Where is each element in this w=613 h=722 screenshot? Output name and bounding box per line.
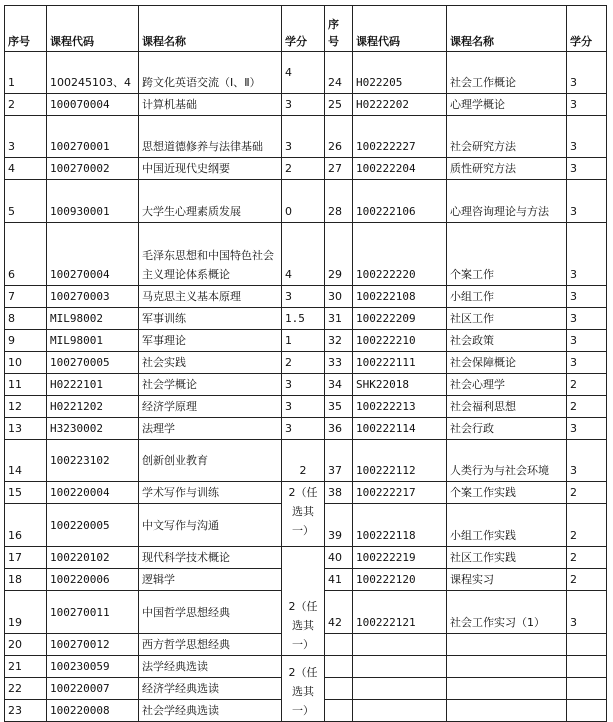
name-cell: 心理学概论 — [447, 94, 567, 116]
name-cell: 小组工作 — [447, 286, 567, 308]
name-cell: 社会工作实习（1） — [447, 591, 567, 634]
name-cell: 社会心理学 — [447, 374, 567, 396]
code-cell: 100222204 — [353, 158, 447, 180]
name-cell: 西方哲学思想经典 — [139, 634, 282, 656]
seq-cell: 38 — [325, 482, 353, 504]
code-cell: 100220007 — [47, 678, 139, 700]
seq-cell: 23 — [5, 700, 47, 722]
empty-cell — [567, 678, 607, 700]
table-row — [5, 396, 607, 418]
code-cell: H3230002 — [47, 418, 139, 440]
credit-cell: 3 — [567, 440, 607, 482]
seq-cell: 10 — [5, 352, 47, 374]
code-cell: 100220006 — [47, 569, 139, 591]
credit-cell: 2 — [282, 158, 325, 180]
header-name-right: 课程名称 — [447, 6, 567, 52]
name-cell: 军事理论 — [139, 330, 282, 352]
code-cell: 100222111 — [353, 352, 447, 374]
code-cell: 100222227 — [353, 116, 447, 158]
seq-cell: 9 — [5, 330, 47, 352]
code-cell: 100230059 — [47, 656, 139, 678]
seq-cell: 8 — [5, 308, 47, 330]
seq-cell: 2 — [5, 94, 47, 116]
seq-cell: 19 — [5, 591, 47, 634]
name-cell: 社会学概论 — [139, 374, 282, 396]
credit-cell: 3 — [282, 396, 325, 418]
seq-cell: 27 — [325, 158, 353, 180]
code-cell: 100222209 — [353, 308, 447, 330]
seq-cell: 42 — [325, 591, 353, 634]
seq-cell: 34 — [325, 374, 353, 396]
table-row — [5, 352, 607, 374]
seq-cell: 30 — [325, 286, 353, 308]
credit-cell: 3 — [567, 308, 607, 330]
empty-cell — [353, 678, 447, 700]
empty-cell — [567, 634, 607, 656]
table-row — [5, 330, 607, 352]
header-seq-right: 序号 — [325, 6, 353, 52]
table-row — [5, 223, 607, 286]
name-cell: 逻辑学 — [139, 569, 282, 591]
seq-cell: 16 — [5, 504, 47, 547]
code-cell: MIL98001 — [47, 330, 139, 352]
header-code: 课程代码 — [47, 6, 139, 52]
credit-cell: 3 — [567, 180, 607, 223]
seq-cell: 5 — [5, 180, 47, 223]
credit-cell: 2 — [567, 396, 607, 418]
credit-cell: 2 — [282, 352, 325, 374]
empty-cell — [353, 656, 447, 678]
code-cell: 100220102 — [47, 547, 139, 569]
code-cell: 100222106 — [353, 180, 447, 223]
name-cell: 人类行为与社会环境 — [447, 440, 567, 482]
code-cell: 100270003 — [47, 286, 139, 308]
seq-cell: 25 — [325, 94, 353, 116]
seq-cell: 12 — [5, 396, 47, 418]
table-row — [5, 440, 607, 482]
code-cell: 100245103、4 — [47, 52, 139, 94]
header-credit-right: 学分 — [567, 6, 607, 52]
credit-cell: 3 — [282, 418, 325, 440]
seq-cell: 41 — [325, 569, 353, 591]
empty-cell — [325, 700, 353, 722]
seq-cell: 22 — [5, 678, 47, 700]
name-cell: 法理学 — [139, 418, 282, 440]
name-cell: 学术写作与训练 — [139, 482, 282, 504]
header-seq: 序号 — [5, 6, 47, 52]
seq-cell: 28 — [325, 180, 353, 223]
seq-cell: 32 — [325, 330, 353, 352]
table-row — [5, 418, 607, 440]
name-cell: 个案工作 — [447, 223, 567, 286]
credit-cell: 3 — [567, 158, 607, 180]
seq-cell: 40 — [325, 547, 353, 569]
credit-cell: 1 — [282, 330, 325, 352]
name-cell: 个案工作实践 — [447, 482, 567, 504]
seq-cell: 4 — [5, 158, 47, 180]
empty-cell — [567, 656, 607, 678]
name-cell: 大学生心理素质发展 — [139, 180, 282, 223]
course-table — [4, 5, 607, 722]
name-cell: 思想道德修养与法律基础 — [139, 116, 282, 158]
name-cell: 社会研究方法 — [447, 116, 567, 158]
code-cell: 100070004 — [47, 94, 139, 116]
code-cell: 100222213 — [353, 396, 447, 418]
credit-cell: 3 — [567, 330, 607, 352]
name-cell: 社会政策 — [447, 330, 567, 352]
empty-cell — [325, 656, 353, 678]
table-row — [5, 52, 607, 94]
code-cell: H0221202 — [47, 396, 139, 418]
name-cell: 现代科学技术概论 — [139, 547, 282, 569]
empty-cell — [447, 656, 567, 678]
name-cell: 毛泽东思想和中国特色社会主义理论体系概论 — [139, 223, 282, 286]
header-credit: 学分 — [282, 6, 325, 52]
table-row — [5, 116, 607, 158]
seq-cell: 3 — [5, 116, 47, 158]
seq-cell: 15 — [5, 482, 47, 504]
code-cell: 100220004 — [47, 482, 139, 504]
elective-credit-cell: 2（任选其一） — [282, 547, 325, 656]
name-cell: 社区工作实践 — [447, 547, 567, 569]
credit-cell: 2 — [282, 440, 325, 482]
seq-cell: 14 — [5, 440, 47, 482]
empty-cell — [447, 634, 567, 656]
credit-cell: 0 — [282, 180, 325, 223]
credit-cell: 1.5 — [282, 308, 325, 330]
name-cell: 社会工作概论 — [447, 52, 567, 94]
seq-cell: 7 — [5, 286, 47, 308]
seq-cell: 1 — [5, 52, 47, 94]
seq-cell: 29 — [325, 223, 353, 286]
code-cell: SHK22018 — [353, 374, 447, 396]
code-cell: 100222114 — [353, 418, 447, 440]
code-cell: MIL98002 — [47, 308, 139, 330]
credit-cell: 3 — [282, 286, 325, 308]
seq-cell: 31 — [325, 308, 353, 330]
seq-cell: 37 — [325, 440, 353, 482]
code-cell: 100222217 — [353, 482, 447, 504]
code-cell: 100222220 — [353, 223, 447, 286]
credit-cell: 3 — [282, 116, 325, 158]
code-cell: 100270011 — [47, 591, 139, 634]
name-cell: 中国哲学思想经典 — [139, 591, 282, 634]
table-row — [5, 158, 607, 180]
credit-cell: 3 — [567, 116, 607, 158]
name-cell: 社会学经典选读 — [139, 700, 282, 722]
code-cell: 100222210 — [353, 330, 447, 352]
credit-cell: 3 — [567, 94, 607, 116]
code-cell: 100222120 — [353, 569, 447, 591]
code-cell: 100222112 — [353, 440, 447, 482]
code-cell: H022205 — [353, 52, 447, 94]
seq-cell: 36 — [325, 418, 353, 440]
name-cell: 社会保障概论 — [447, 352, 567, 374]
name-cell: 社会行政 — [447, 418, 567, 440]
table-row — [5, 482, 607, 504]
seq-cell: 18 — [5, 569, 47, 591]
credit-cell: 2 — [567, 547, 607, 569]
empty-cell — [325, 634, 353, 656]
header-row — [5, 6, 607, 52]
code-cell: H0222101 — [47, 374, 139, 396]
empty-cell — [567, 700, 607, 722]
code-cell: 100930001 — [47, 180, 139, 223]
credit-cell: 2 — [567, 374, 607, 396]
name-cell: 小组工作实践 — [447, 504, 567, 547]
name-cell: 跨文化英语交流（Ⅰ、Ⅱ） — [139, 52, 282, 94]
name-cell: 心理咨询理论与方法 — [447, 180, 567, 223]
seq-cell: 21 — [5, 656, 47, 678]
code-cell: 100220005 — [47, 504, 139, 547]
credit-cell: 3 — [567, 352, 607, 374]
code-cell: 100222121 — [353, 591, 447, 634]
seq-cell: 35 — [325, 396, 353, 418]
name-cell: 中文写作与沟通 — [139, 504, 282, 547]
credit-cell: 3 — [567, 591, 607, 634]
name-cell: 经济学原理 — [139, 396, 282, 418]
name-cell: 质性研究方法 — [447, 158, 567, 180]
credit-cell: 4 — [282, 223, 325, 286]
name-cell: 社会实践 — [139, 352, 282, 374]
name-cell: 马克思主义基本原理 — [139, 286, 282, 308]
elective-credit-cell: 2（任选其一） — [282, 656, 325, 722]
table-row — [5, 308, 607, 330]
credit-cell: 4 — [282, 52, 325, 94]
credit-cell: 3 — [282, 94, 325, 116]
credit-cell: 3 — [567, 52, 607, 94]
table-row — [5, 547, 607, 569]
credit-cell: 3 — [282, 374, 325, 396]
credit-cell: 2 — [567, 482, 607, 504]
code-cell: 100270004 — [47, 223, 139, 286]
name-cell: 课程实习 — [447, 569, 567, 591]
empty-cell — [447, 700, 567, 722]
name-cell: 经济学经典选读 — [139, 678, 282, 700]
credit-cell: 2 — [567, 504, 607, 547]
table-row — [5, 180, 607, 223]
name-cell: 军事训练 — [139, 308, 282, 330]
code-cell: 100270002 — [47, 158, 139, 180]
code-cell: H0222202 — [353, 94, 447, 116]
seq-cell: 13 — [5, 418, 47, 440]
code-cell: 100222118 — [353, 504, 447, 547]
table-row — [5, 374, 607, 396]
header-code-right: 课程代码 — [353, 6, 447, 52]
name-cell: 创新创业教育 — [139, 440, 282, 482]
name-cell: 社会福利思想 — [447, 396, 567, 418]
seq-cell: 26 — [325, 116, 353, 158]
code-cell: 100222219 — [353, 547, 447, 569]
empty-cell — [325, 678, 353, 700]
code-cell: 100270005 — [47, 352, 139, 374]
seq-cell: 24 — [325, 52, 353, 94]
credit-cell: 3 — [567, 223, 607, 286]
credit-cell: 3 — [567, 418, 607, 440]
name-cell: 法学经典选读 — [139, 656, 282, 678]
empty-cell — [353, 634, 447, 656]
name-cell: 社区工作 — [447, 308, 567, 330]
name-cell: 中国近现代史纲要 — [139, 158, 282, 180]
seq-cell: 33 — [325, 352, 353, 374]
code-cell: 100223102 — [47, 440, 139, 482]
seq-cell: 11 — [5, 374, 47, 396]
code-cell: 100220008 — [47, 700, 139, 722]
table-row — [5, 94, 607, 116]
table-row — [5, 286, 607, 308]
seq-cell: 17 — [5, 547, 47, 569]
code-cell: 100270001 — [47, 116, 139, 158]
code-cell: 100222108 — [353, 286, 447, 308]
name-cell: 计算机基础 — [139, 94, 282, 116]
empty-cell — [447, 678, 567, 700]
seq-cell: 6 — [5, 223, 47, 286]
elective-credit-cell: 2（任选其一） — [282, 482, 325, 547]
header-name: 课程名称 — [139, 6, 282, 52]
credit-cell: 3 — [567, 286, 607, 308]
table-row — [5, 656, 607, 678]
empty-cell — [353, 700, 447, 722]
code-cell: 100270012 — [47, 634, 139, 656]
credit-cell: 2 — [567, 569, 607, 591]
seq-cell: 20 — [5, 634, 47, 656]
seq-cell: 39 — [325, 504, 353, 547]
